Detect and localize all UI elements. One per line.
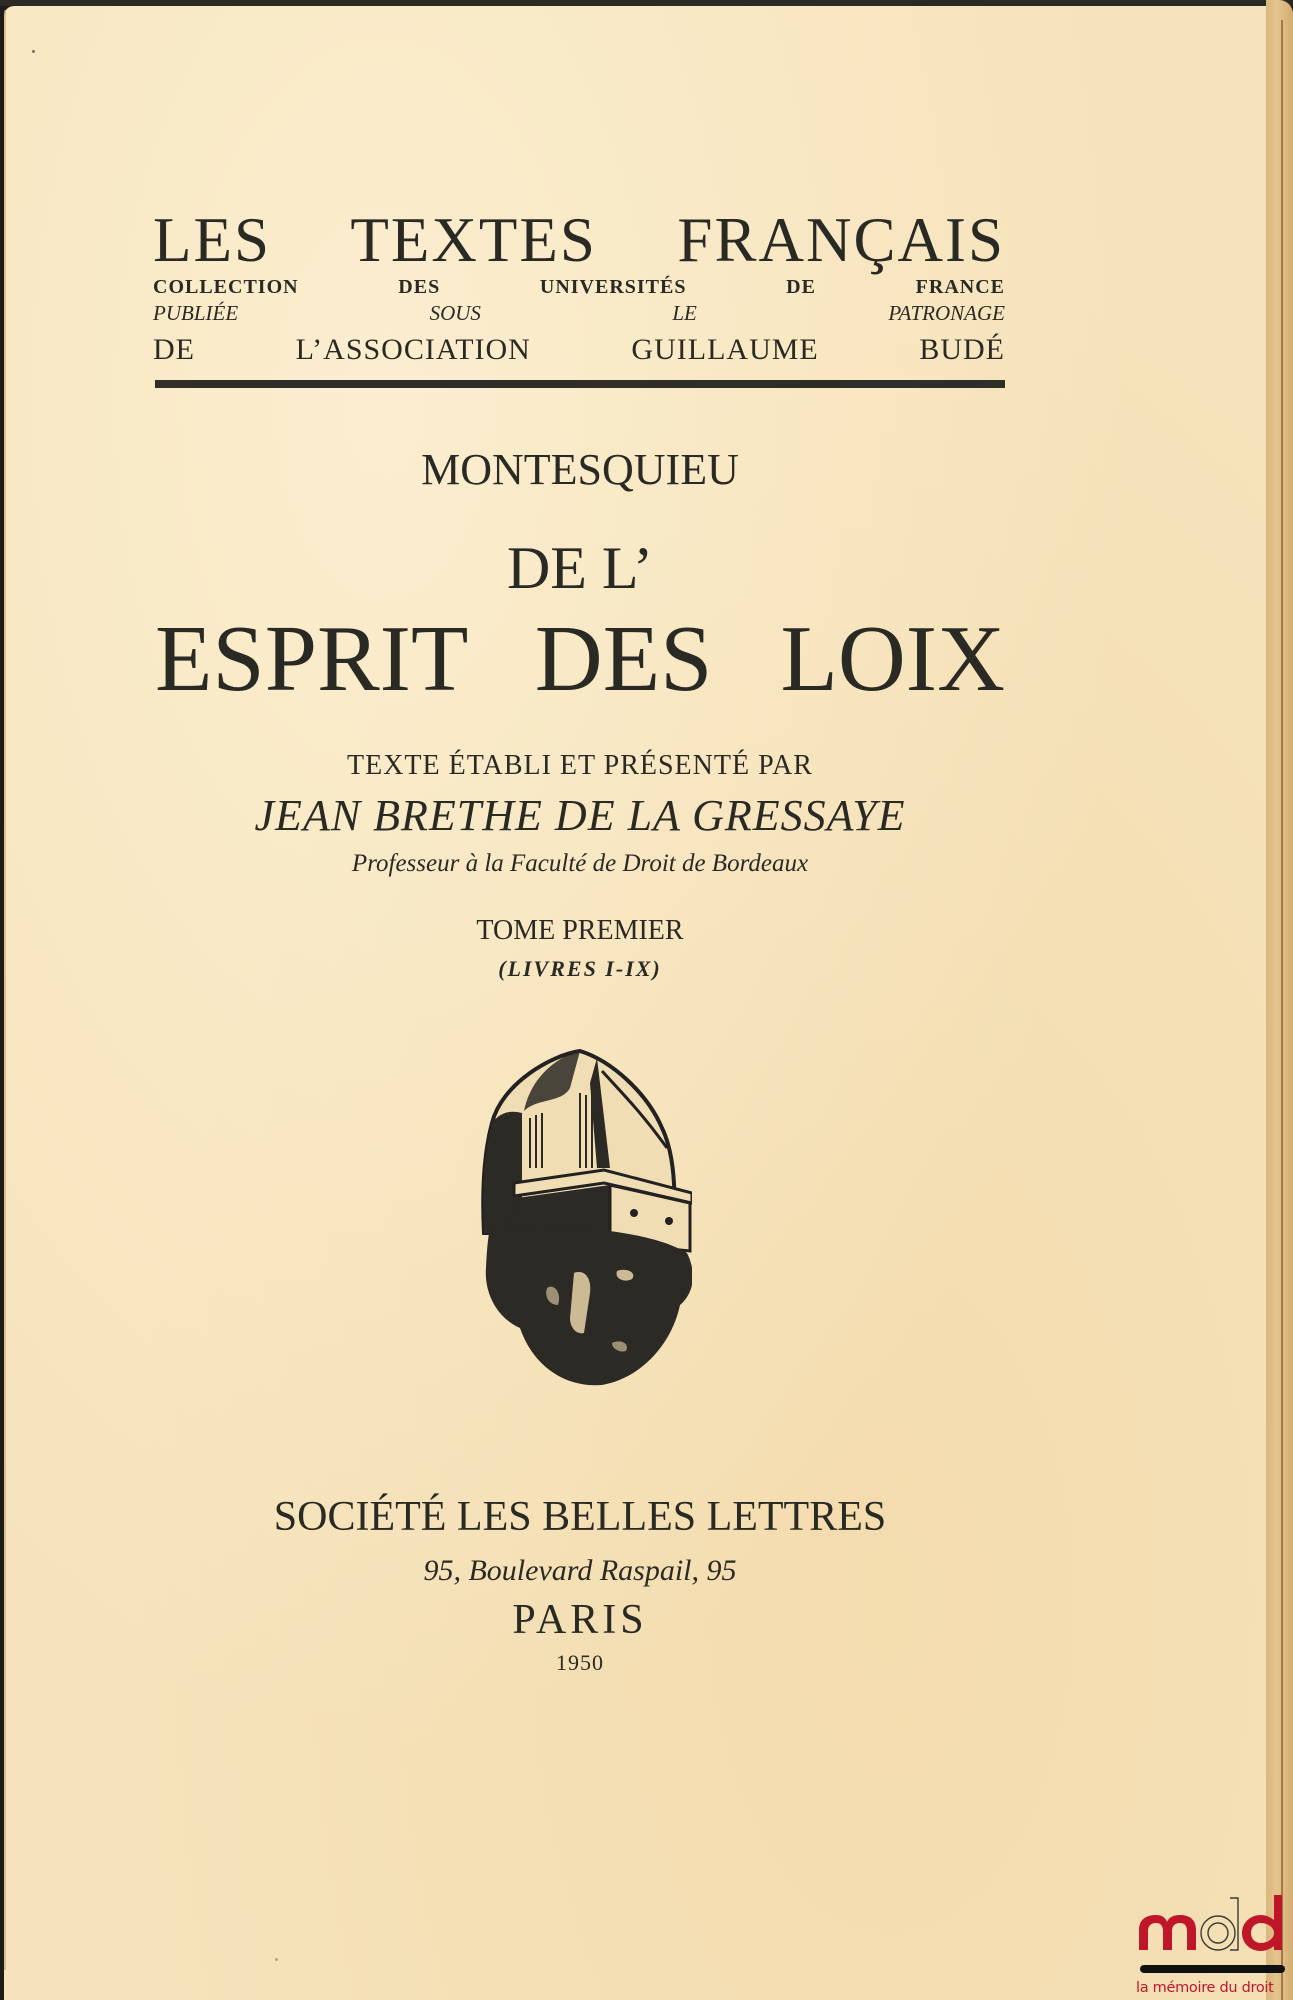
series-association: DE L’ASSOCIATION GUILLAUME BUDÉ: [153, 333, 1005, 366]
series-collection: COLLECTION DES UNIVERSITÉS DE FRANCE: [153, 276, 1005, 298]
border-line: [1281, 20, 1283, 2000]
title-prefix: DE L’: [506, 535, 654, 601]
editor-name: JEAN BRETHE DE LA GRESSAYE: [254, 791, 906, 840]
publisher-address: 95, Boulevard Raspail, 95: [423, 1554, 737, 1587]
publisher-name: SOCIÉTÉ LES BELLES LETTRES: [273, 1494, 887, 1540]
book-title: ESPRIT DES LOIX: [155, 607, 1005, 711]
editor-role: Professeur à la Faculté de Droit de Bordeaux: [351, 850, 809, 877]
author-name: MONTESQUIEU: [421, 445, 739, 494]
mdd-tagline: la mémoire du droit: [1136, 1980, 1274, 1996]
page-left-edge: [4, 10, 6, 1970]
scan-right-border: [1266, 0, 1293, 2000]
volume-books: (LIVRES I-IX): [498, 956, 662, 981]
publication-year: 1950: [556, 1650, 604, 1675]
series-title: LES TEXTES FRANÇAIS: [153, 205, 1005, 275]
helmeted-head-icon: [462, 1043, 692, 1393]
series-patronage: PUBLIÉE SOUS LE PATRONAGE: [153, 301, 1005, 325]
volume-tome: TOME PREMIER: [476, 915, 684, 946]
publication-city: PARIS: [512, 1597, 648, 1643]
paper-speck: [32, 50, 35, 53]
established-by-label: TEXTE ÉTABLI ET PRÉSENTÉ PAR: [347, 750, 813, 781]
paper-speck: [275, 1958, 278, 1961]
header-rule: [155, 380, 1005, 388]
